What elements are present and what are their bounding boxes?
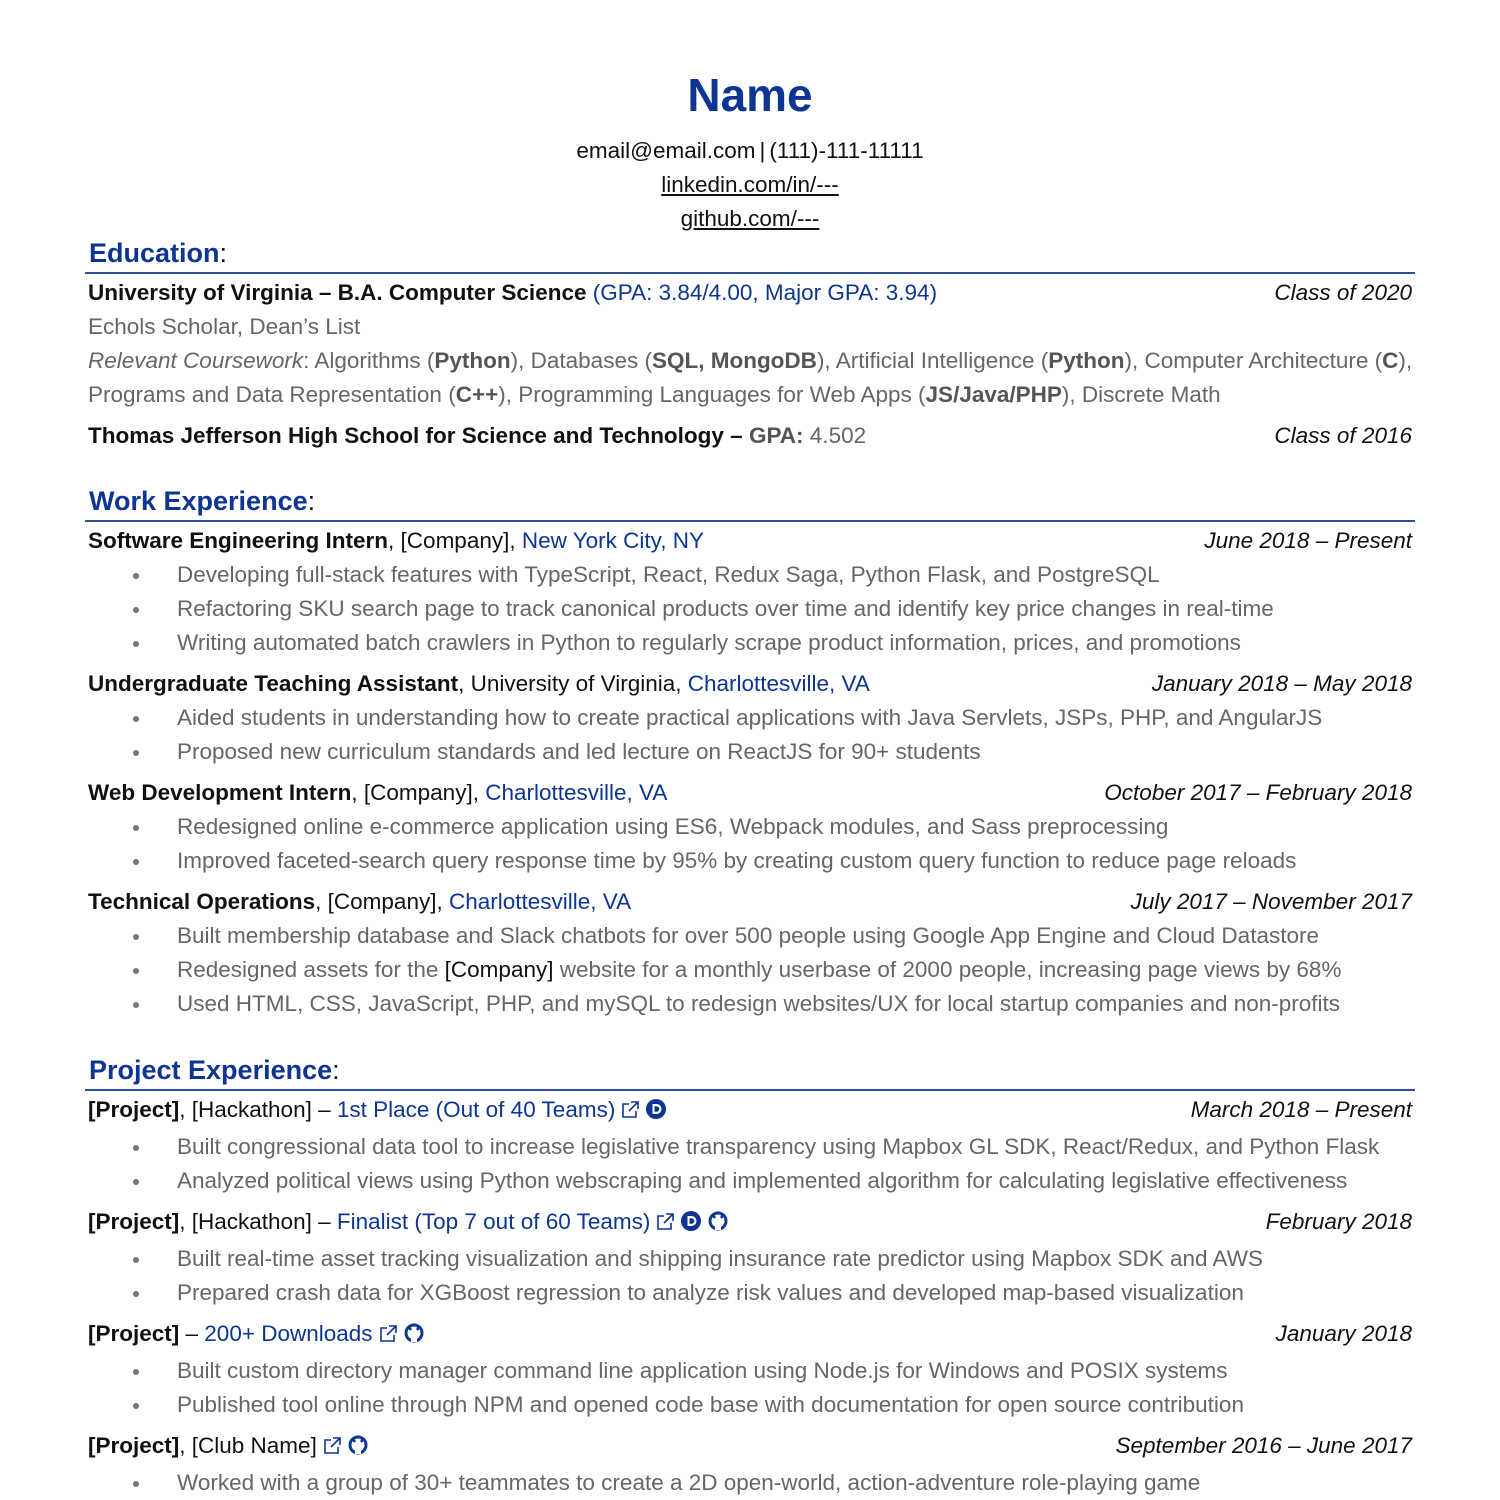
text-segment: Proposed new curriculum standards and led lecture on ReactJS for 90+ students: [177, 739, 981, 764]
entry-date: March 2018 – Present: [1190, 1097, 1412, 1122]
entry-detail-line: [85, 310, 1415, 344]
text-segment: [Project]: [88, 1209, 180, 1234]
bullet-item: [85, 919, 1415, 953]
text-segment: , [Company],: [388, 528, 522, 553]
text-segment: Improved faceted-search query response time by 95% by creating custom query function to reduce page reloads: [177, 848, 1297, 873]
text-segment[interactable]: Charlottesville, VA: [485, 780, 668, 805]
entry-header: [85, 1317, 1415, 1354]
bullet-item: [85, 626, 1415, 660]
text-segment: GPA:: [748, 423, 804, 448]
text-segment: C: [1382, 348, 1399, 373]
text-segment: JS/Java/PHP: [925, 382, 1062, 407]
text-segment: [Project]: [88, 1433, 180, 1458]
github-icon[interactable]: [347, 1432, 369, 1466]
text-segment[interactable]: (GPA: 3.84/4.00, Major GPA: 3.94): [586, 280, 938, 305]
text-segment: Analyzed political views using Python webscraping and implemented algorithm for calculating legislative effectiveness: [177, 1168, 1348, 1193]
text-segment: ), Computer Architecture (: [1124, 348, 1383, 373]
external-link-icon[interactable]: [322, 1432, 342, 1466]
external-link-icon[interactable]: [378, 1320, 398, 1354]
bullet-item: [85, 1388, 1415, 1422]
text-segment: ), Discrete Math: [1061, 382, 1221, 407]
text-segment: –: [179, 1321, 205, 1346]
resume-name: Name: [687, 69, 813, 121]
bullet-item: [85, 701, 1415, 735]
text-segment: ),: [1398, 348, 1413, 373]
bullet-item: [85, 558, 1415, 592]
text-segment: C++: [455, 382, 499, 407]
section-title: Project Experience: [89, 1055, 333, 1085]
section-rule: [85, 1089, 1415, 1091]
text-segment[interactable]: Charlottesville, VA: [687, 671, 870, 696]
text-segment: Published tool online through NPM and opened code base with documentation for open source contribution: [177, 1392, 1244, 1417]
text-segment: Built congressional data tool to increase legislative transparency using Mapbox GL SDK, React/Redux, and Python Flask: [177, 1134, 1380, 1159]
text-segment: Echols Scholar, Dean’s List: [88, 314, 361, 339]
external-link-icon[interactable]: [655, 1208, 675, 1242]
email-link[interactable]: email@email.com: [576, 138, 756, 163]
text-segment: , [Hackathon] –: [179, 1097, 337, 1122]
section-heading: [85, 1051, 1415, 1089]
entry-date: July 2017 – November 2017: [1130, 889, 1412, 914]
text-segment: [Project]: [88, 1321, 180, 1346]
text-segment: Used HTML, CSS, JavaScript, PHP, and mySQL to redesign websites/UX for local startup companies and non-profits: [177, 991, 1341, 1016]
section-colon: :: [332, 1055, 340, 1085]
text-segment[interactable]: 200+ Downloads: [204, 1321, 373, 1346]
bullet-item: [85, 953, 1415, 987]
entry-header: [85, 885, 1415, 919]
entry-title: [88, 667, 870, 701]
entry-header: [85, 1093, 1415, 1130]
section-colon: :: [219, 238, 228, 268]
bullet-item: [85, 1354, 1415, 1388]
entry-title: [88, 276, 937, 310]
entry-title: [88, 419, 866, 453]
text-segment: Relevant Coursework: [88, 348, 304, 373]
text-segment: ), Artificial Intelligence (: [816, 348, 1049, 373]
entry-date: October 2017 – February 2018: [1104, 780, 1412, 805]
github-icon[interactable]: [403, 1320, 425, 1354]
separator: |: [759, 138, 766, 163]
text-segment: Built membership database and Slack chatbots for over 500 people using Google App Engine and Cloud Datastore: [177, 923, 1319, 948]
contact-block: [0, 134, 1500, 236]
text-segment: Programs and Data Representation (: [88, 382, 456, 407]
entry-title: [88, 885, 631, 919]
entry-title: [88, 1317, 425, 1354]
entry-title: [88, 776, 667, 810]
bullet-item: [85, 592, 1415, 626]
section-heading: [85, 482, 1415, 520]
entry-detail-line: [85, 344, 1415, 378]
section-rule: [85, 520, 1415, 522]
section-title: Work Experience: [89, 486, 308, 516]
entry-header: [85, 524, 1415, 558]
text-segment: Redesigned assets for the: [177, 957, 445, 982]
entry-header: [85, 776, 1415, 810]
text-segment: [Project]: [88, 1097, 180, 1122]
text-segment[interactable]: Finalist (Top 7 out of 60 Teams): [336, 1209, 651, 1234]
entry-title: [88, 1429, 369, 1466]
entry-date: January 2018: [1275, 1321, 1412, 1346]
text-segment: , [Company],: [315, 889, 449, 914]
text-segment: Aided students in understanding how to create practical applications with Java Servlets, JSPs, PHP, and AngularJS: [177, 705, 1323, 730]
bullet-item: [85, 1164, 1415, 1198]
bullet-item: [85, 1242, 1415, 1276]
work-experience-section: [85, 482, 1415, 1021]
entry-title: [88, 524, 704, 558]
text-segment[interactable]: New York City, NY: [521, 528, 705, 553]
entry-title: [88, 1205, 729, 1242]
text-segment: Prepared crash data for XGBoost regression to analyze risk values and developed map-based visualization: [177, 1280, 1244, 1305]
section-heading: [85, 234, 1415, 272]
text-segment: ), Databases (: [510, 348, 652, 373]
entry-date: September 2016 – June 2017: [1115, 1433, 1412, 1458]
entry-date: January 2018 – May 2018: [1151, 671, 1412, 696]
text-segment: , University of Virginia,: [458, 671, 688, 696]
text-segment: Worked with a group of 30+ teammates to create a 2D open-world, action-adventure role-playing game: [177, 1470, 1201, 1495]
entry-header: [85, 667, 1415, 701]
text-segment: Python: [1048, 348, 1125, 373]
bullet-item: [85, 1466, 1415, 1500]
text-segment: Writing automated batch crawlers in Python to regularly scrape product information, prices, and promotions: [177, 630, 1241, 655]
text-segment[interactable]: Charlottesville, VA: [448, 889, 632, 914]
entry-date: Class of 2020: [1274, 280, 1412, 305]
text-segment: website for a monthly userbase of 2000 people, increasing page views by 68%: [553, 957, 1342, 982]
section-rule: [85, 272, 1415, 274]
text-segment: Python: [434, 348, 511, 373]
text-segment: Built custom directory manager command line application using Node.js for Windows and POSIX systems: [177, 1358, 1228, 1383]
phone: (111)-111-11111: [769, 138, 924, 163]
bullet-item: [85, 735, 1415, 769]
entry-detail-line: [85, 378, 1415, 412]
bullet-item: [85, 1276, 1415, 1310]
text-segment: Software Engineering Intern: [88, 528, 389, 553]
entry-date: Class of 2016: [1274, 423, 1412, 448]
entry-date: February 2018: [1265, 1209, 1412, 1234]
text-segment[interactable]: 1st Place (Out of 40 Teams): [336, 1097, 616, 1122]
text-segment: Refactoring SKU search page to track canonical products over time and identify key price changes in real-time: [177, 596, 1274, 621]
entry-header: [85, 276, 1415, 310]
text-segment: , [Company],: [351, 780, 486, 805]
text-segment: 4.502: [803, 423, 867, 448]
bullet-item: [85, 844, 1415, 878]
education-section: [85, 234, 1415, 453]
github-link[interactable]: github.com/---: [680, 206, 820, 231]
text-segment: Undergraduate Teaching Assistant: [88, 671, 459, 696]
text-segment: Built real-time asset tracking visualization and shipping insurance rate predictor using Mapbox SDK and AWS: [177, 1246, 1263, 1271]
text-segment: ), Programming Languages for Web Apps (: [498, 382, 926, 407]
devpost-icon[interactable]: [680, 1208, 702, 1242]
text-segment: Technical Operations: [88, 889, 316, 914]
external-link-icon[interactable]: [620, 1096, 640, 1130]
text-segment: Developing full-stack features with TypeScript, React, Redux Saga, Python Flask, and PostgreSQL: [177, 562, 1160, 587]
text-segment: , [Hackathon] –: [179, 1209, 337, 1234]
entry-header: [85, 1205, 1415, 1242]
entry-title: [88, 1093, 667, 1130]
devpost-icon[interactable]: [645, 1096, 667, 1130]
bullet-item: [85, 987, 1415, 1021]
entry-date: June 2018 – Present: [1204, 528, 1412, 553]
github-icon[interactable]: [707, 1208, 729, 1242]
entry-header: [85, 419, 1415, 453]
project-experience-section: [85, 1051, 1415, 1500]
text-segment: Thomas Jefferson High School for Science and Technology –: [88, 423, 749, 448]
text-segment: Redesigned online e-commerce application using ES6, Webpack modules, and Sass preprocessing: [177, 814, 1169, 839]
text-segment: SQL, MongoDB: [651, 348, 817, 373]
bullet-item: [85, 1130, 1415, 1164]
text-segment: [Company]: [444, 957, 554, 982]
section-title: Education: [89, 238, 220, 268]
text-segment: : Algorithms (: [303, 348, 435, 373]
text-segment: , [Club Name]: [179, 1433, 317, 1458]
linkedin-link[interactable]: linkedin.com/in/---: [661, 172, 839, 197]
text-segment: University of Virginia – B.A. Computer Science: [88, 280, 587, 305]
bullet-item: [85, 810, 1415, 844]
section-colon: :: [307, 486, 316, 516]
entry-header: [85, 1429, 1415, 1466]
text-segment: Web Development Intern: [88, 780, 352, 805]
